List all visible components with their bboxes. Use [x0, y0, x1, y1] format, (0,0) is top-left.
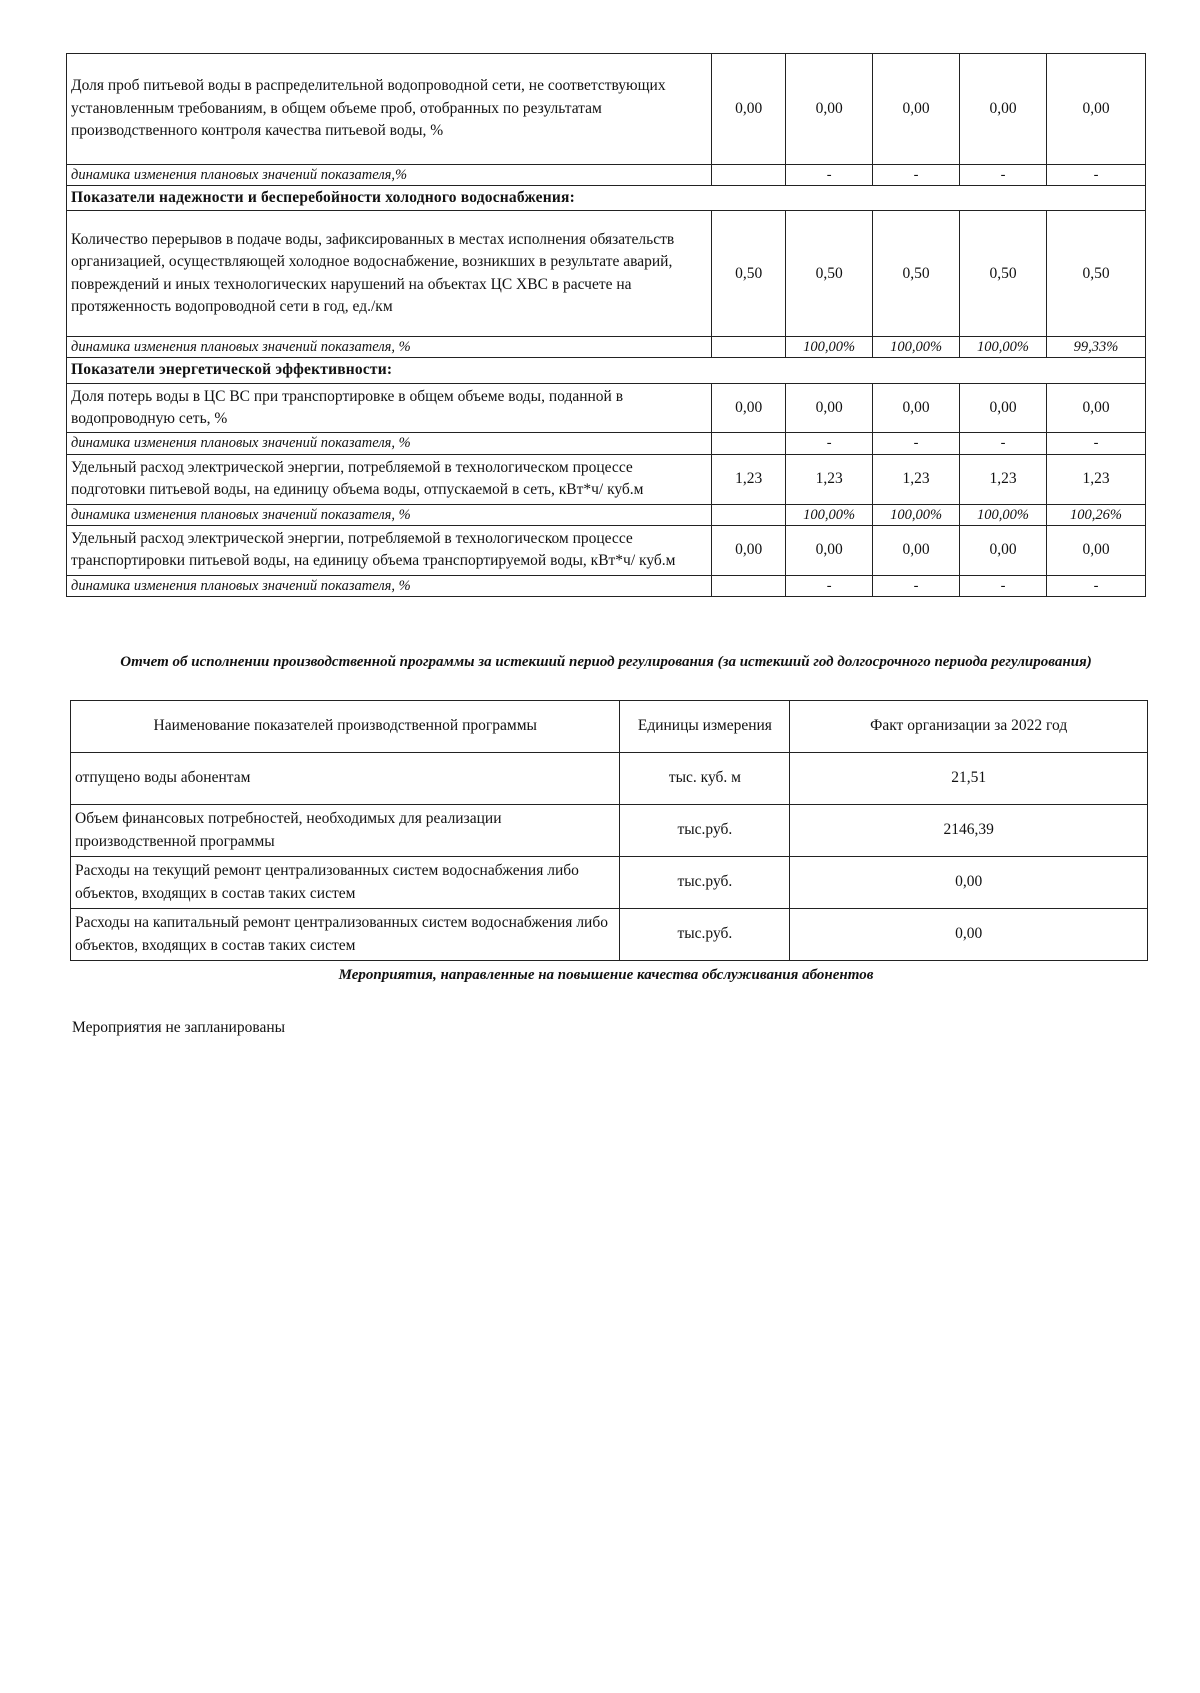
dynamics-label: динамика изменения плановых значений показателя,%: [67, 165, 712, 186]
dynamics-value: -: [873, 575, 960, 596]
report-cell-value: 2146,39: [790, 805, 1148, 857]
indicator-value: 0,50: [1047, 211, 1146, 337]
section-heading-row: [67, 186, 1146, 211]
dynamics-value: 100,00%: [786, 504, 873, 525]
report-cell-name: Расходы на текущий ремонт централизованных систем водоснабжения либо объектов, входящих в состав таких систем: [71, 857, 620, 909]
measures-title: Мероприятия, направленные на повышение качества обслуживания абонентов: [338, 967, 874, 983]
dynamics-row: [67, 337, 1146, 358]
indicator-value: 0,50: [712, 211, 786, 337]
dynamics-value: 100,00%: [873, 504, 960, 525]
indicators-table: [66, 53, 1146, 597]
dynamics-value: -: [1047, 165, 1146, 186]
dynamics-value: -: [960, 165, 1047, 186]
dynamics-label: динамика изменения плановых значений показателя, %: [67, 337, 712, 358]
report-row: [71, 805, 1148, 857]
report-cell-value: 0,00: [790, 857, 1148, 909]
report-cell-unit: тыс.руб.: [620, 909, 790, 961]
indicator-row: [67, 525, 1146, 575]
indicator-label: Удельный расход электрической энергии, потребляемой в технологическом процессе подготовки питьевой воды, на единицу объема воды, отпускаемой в сеть, кВт*ч/ куб.м: [67, 454, 712, 504]
indicator-value: 1,23: [786, 454, 873, 504]
dynamics-row: [67, 433, 1146, 454]
report-header-cell: Наименование показателей производственной программы: [71, 701, 620, 753]
indicator-value: 0,00: [712, 525, 786, 575]
indicator-value: 0,00: [786, 525, 873, 575]
indicator-value: 0,00: [873, 525, 960, 575]
indicator-row: [67, 454, 1146, 504]
dynamics-value: -: [873, 433, 960, 454]
report-cell-unit: тыс.руб.: [620, 857, 790, 909]
indicator-row: [67, 211, 1146, 337]
report-header-cell: Факт организации за 2022 год: [790, 701, 1148, 753]
indicator-value: 0,00: [712, 54, 786, 165]
indicator-row: [67, 383, 1146, 433]
dynamics-label: динамика изменения плановых значений показателя, %: [67, 504, 712, 525]
indicator-value: 0,00: [1047, 383, 1146, 433]
dynamics-value: [712, 337, 786, 358]
report-cell-value: 21,51: [790, 753, 1148, 805]
report-cell-unit: тыс. куб. м: [620, 753, 790, 805]
report-cell-name: отпущено воды абонентам: [71, 753, 620, 805]
indicator-value: 0,00: [786, 54, 873, 165]
measures-text: Мероприятия не запланированы: [72, 1019, 286, 1036]
dynamics-value: -: [960, 575, 1047, 596]
indicator-value: 0,00: [1047, 54, 1146, 165]
report-header-cell: Единицы измерения: [620, 701, 790, 753]
report-cell-name: Расходы на капитальный ремонт централизованных систем водоснабжения либо объектов, входящих в состав таких систем: [71, 909, 620, 961]
dynamics-value: 100,00%: [960, 337, 1047, 358]
indicator-value: 0,00: [960, 54, 1047, 165]
indicator-label: Доля потерь воды в ЦС ВС при транспортировке в общем объеме воды, поданной в водопроводную сеть, %: [67, 383, 712, 433]
indicator-value: 0,00: [712, 383, 786, 433]
report-cell-unit: тыс.руб.: [620, 805, 790, 857]
dynamics-label: динамика изменения плановых значений показателя, %: [67, 433, 712, 454]
dynamics-value: [712, 575, 786, 596]
report-table: [70, 700, 1148, 961]
dynamics-value: -: [786, 165, 873, 186]
report-row: [71, 909, 1148, 961]
report-row: [71, 857, 1148, 909]
indicator-label: Доля проб питьевой воды в распределительной водопроводной сети, не соответствующих установленным требованиям, в общем объеме проб, отобранных по результатам производственного контроля качества питьевой воды, %: [67, 54, 712, 165]
report-cell-name: Объем финансовых потребностей, необходимых для реализации производственной программы: [71, 805, 620, 857]
dynamics-value: -: [873, 165, 960, 186]
dynamics-row: [67, 165, 1146, 186]
indicator-value: 0,00: [960, 383, 1047, 433]
dynamics-value: [712, 165, 786, 186]
section-heading: Показатели энергетической эффективности:: [67, 358, 1146, 383]
dynamics-row: [67, 575, 1146, 596]
indicator-value: 1,23: [712, 454, 786, 504]
section-heading: Показатели надежности и бесперебойности холодного водоснабжения:: [67, 186, 1146, 211]
dynamics-value: 100,00%: [786, 337, 873, 358]
indicator-label: Количество перерывов в подаче воды, зафиксированных в местах исполнения обязательств организацией, осуществляющей холодное водоснабжение, возникших в результате аварий, повреждений и иных технологических нарушений на объектах ЦС ХВС в расчете на протяженность водопроводной сети в год, ед./км: [67, 211, 712, 337]
dynamics-row: [67, 504, 1146, 525]
dynamics-value: 100,00%: [960, 504, 1047, 525]
report-title: Отчет об исполнении производственной программы за истекший период регулирования (за истекший год долгосрочного периода регулирования): [120, 654, 1092, 670]
dynamics-label: динамика изменения плановых значений показателя, %: [67, 575, 712, 596]
indicator-value: 1,23: [960, 454, 1047, 504]
indicator-value: 1,23: [873, 454, 960, 504]
indicator-value: 0,00: [960, 525, 1047, 575]
dynamics-value: 100,00%: [873, 337, 960, 358]
dynamics-value: 99,33%: [1047, 337, 1146, 358]
dynamics-value: -: [786, 433, 873, 454]
indicator-value: 0,50: [786, 211, 873, 337]
report-row: [71, 753, 1148, 805]
indicator-value: 0,00: [1047, 525, 1146, 575]
indicator-label: Удельный расход электрической энергии, потребляемой в технологическом процессе транспортировки питьевой воды, на единицу объема транспортируемой воды, кВт*ч/ куб.м: [67, 525, 712, 575]
dynamics-value: [712, 504, 786, 525]
dynamics-value: -: [1047, 433, 1146, 454]
dynamics-value: [712, 433, 786, 454]
indicator-value: 0,50: [960, 211, 1047, 337]
dynamics-value: -: [960, 433, 1047, 454]
indicator-value: 1,23: [1047, 454, 1146, 504]
indicator-value: 0,00: [873, 383, 960, 433]
report-header-row: [71, 701, 1148, 753]
indicator-value: 0,00: [786, 383, 873, 433]
dynamics-value: -: [786, 575, 873, 596]
dynamics-value: -: [1047, 575, 1146, 596]
indicator-value: 0,50: [873, 211, 960, 337]
report-cell-value: 0,00: [790, 909, 1148, 961]
indicator-row: [67, 54, 1146, 165]
dynamics-value: 100,26%: [1047, 504, 1146, 525]
section-heading-row: [67, 358, 1146, 383]
indicator-value: 0,00: [873, 54, 960, 165]
